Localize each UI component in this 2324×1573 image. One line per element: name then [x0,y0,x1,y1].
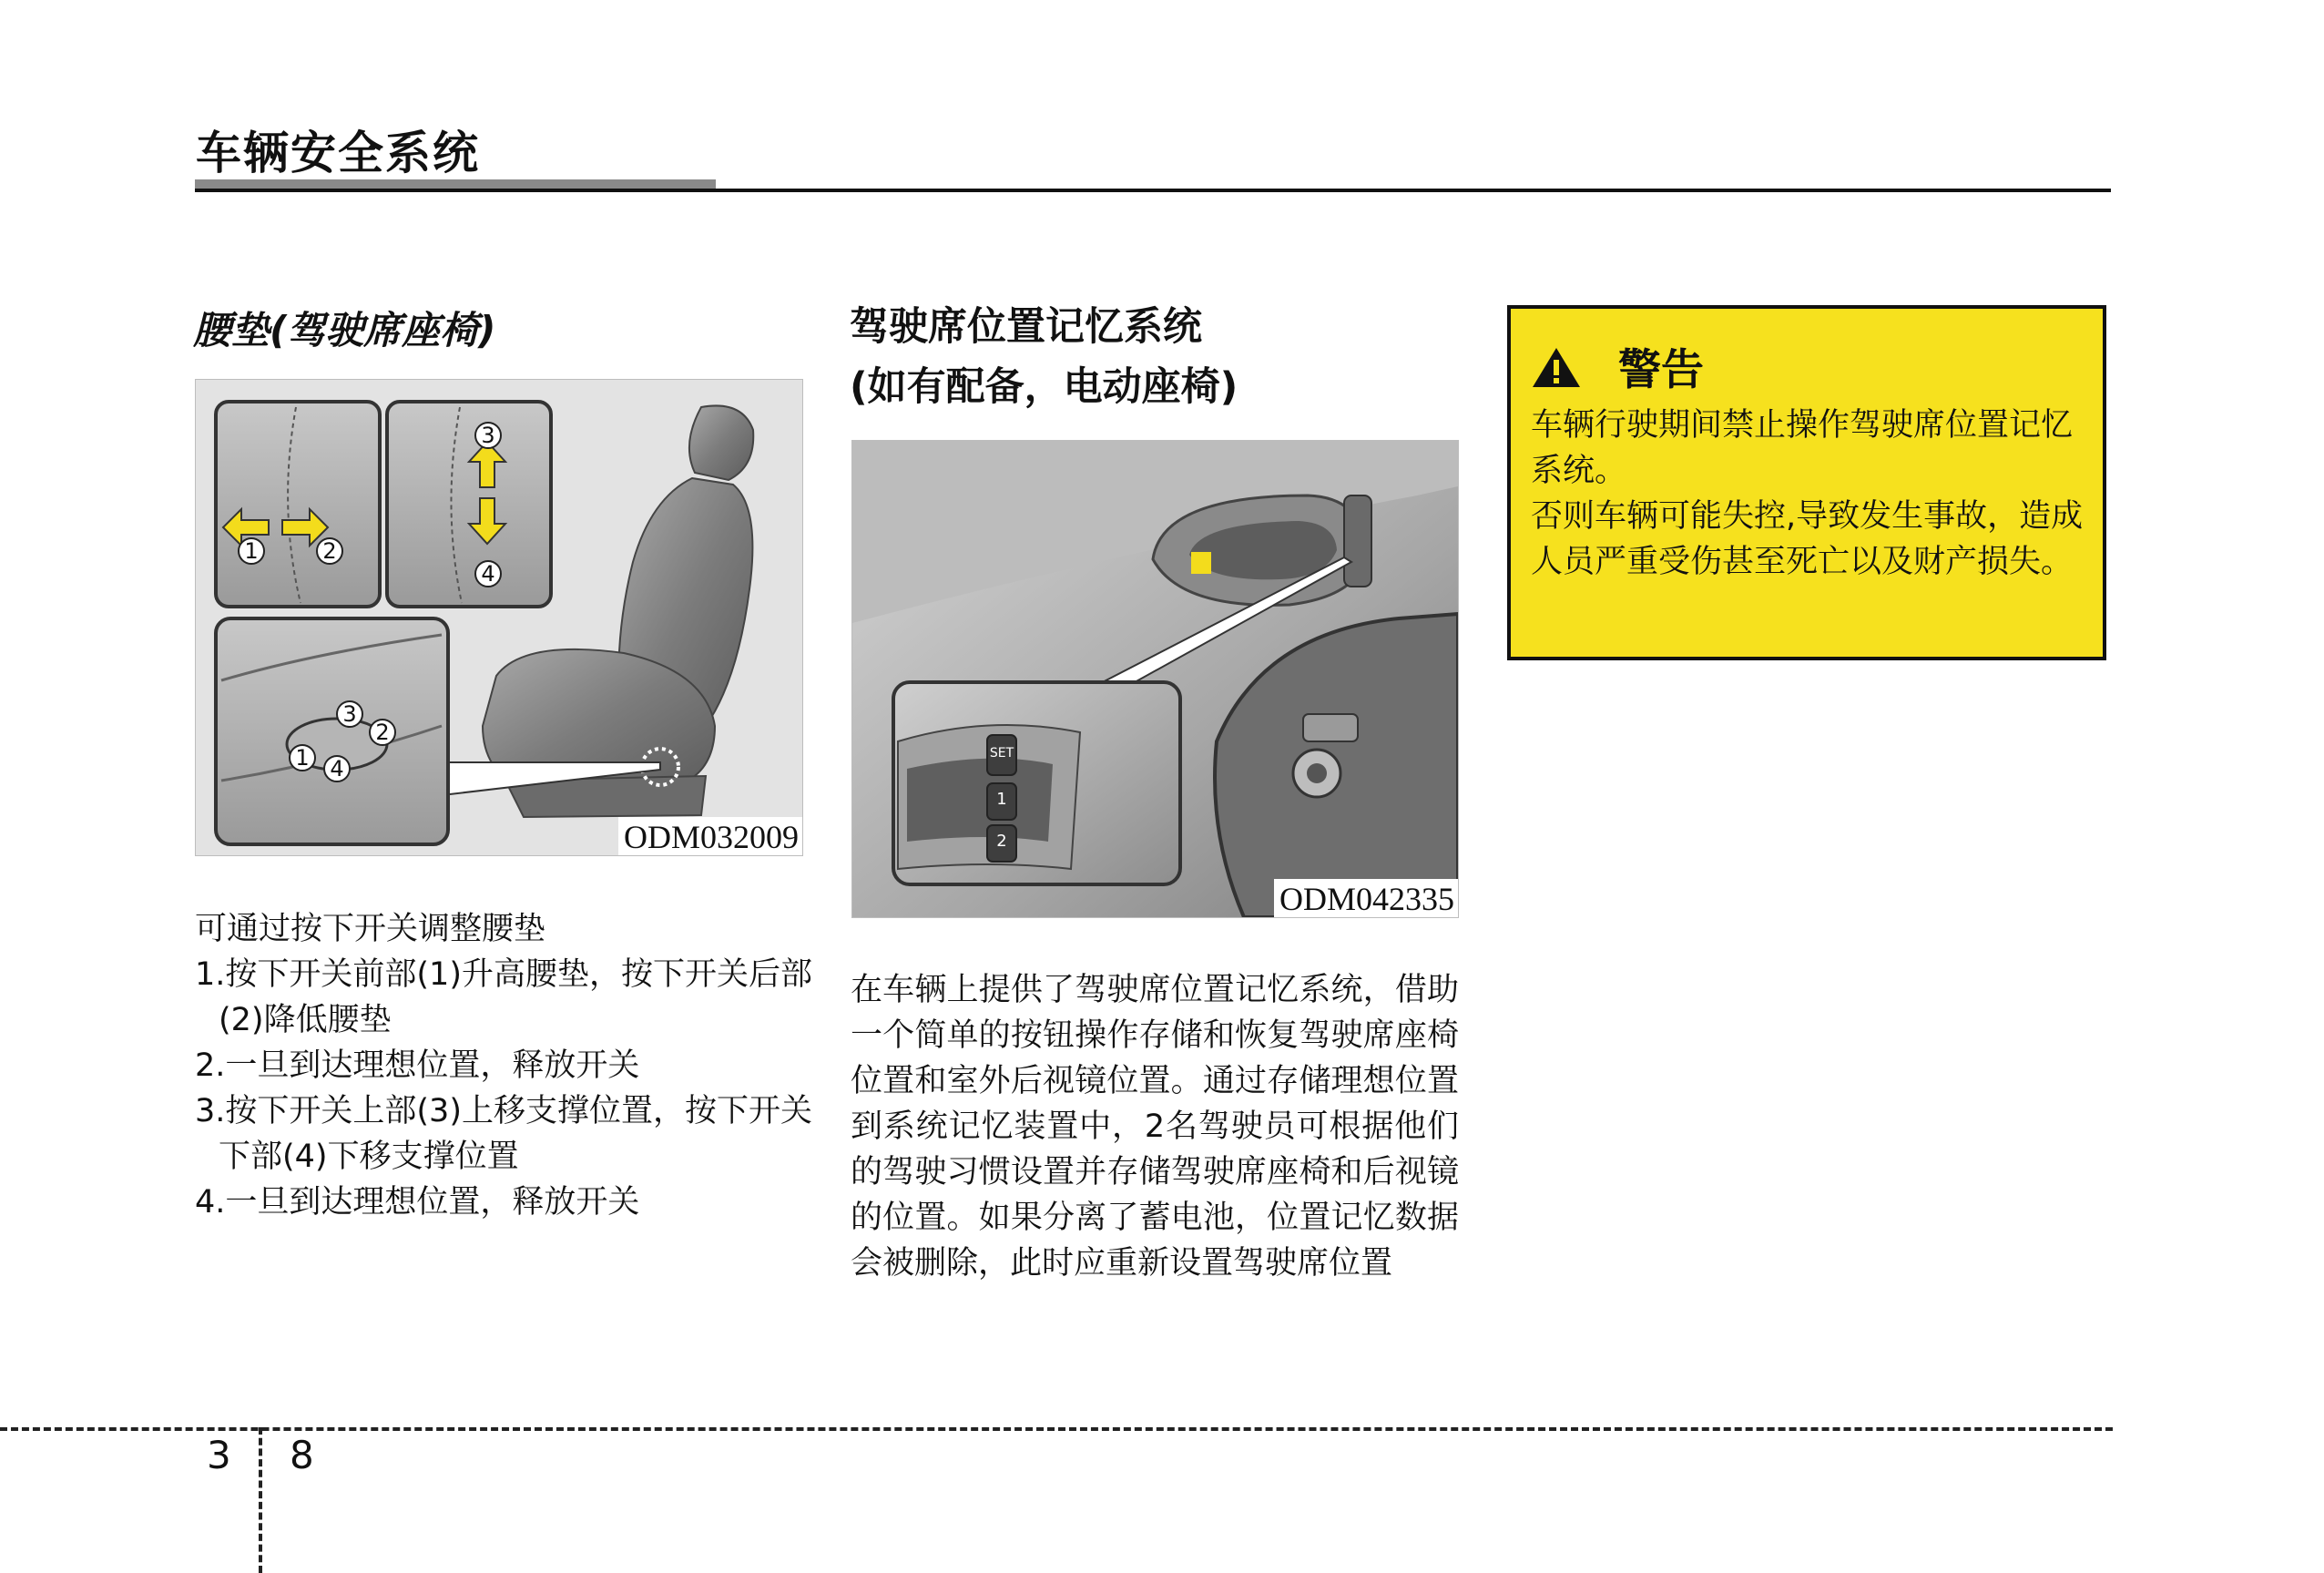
memory-system-figure [851,440,1459,918]
memory-system-description: 在车辆上提供了驾驶席位置记忆系统，借助一个简单的按钮操作存储和恢复驾驶席座椅位置和室外后视镜位置。通过存储理想位置到系统记忆装置中，2名驾驶员可根据他们的驾驶习惯设置并存储驾驶席座椅和后视镜的位置。如果分离了蓄电池，位置记忆数据会被删除，此时应重新设置驾驶席位置 [851,972,1459,1282]
memory-2-button-label: 2 [996,832,1007,851]
callout-1: 1 [238,537,265,565]
door-panel-illustration [852,441,1458,917]
callout-3: 3 [474,422,502,449]
set-button-label: SET [989,746,1014,761]
lumbar-step-1: 1.按下开关前部(1)升高腰垫，按下开关后部(2)降低腰垫 [195,956,812,1038]
footer-divider [259,1427,262,1573]
warning-box [1507,305,2106,660]
switch-callout-1: 1 [289,744,316,771]
memory-1-button-label: 1 [996,790,1007,809]
callout-4: 4 [474,560,502,587]
chapter-title: 车辆安全系统 [196,127,480,179]
warning-text [1531,403,2095,585]
switch-callout-3: 3 [336,700,363,728]
memory-section-title [850,297,1238,417]
figure-code: ODM042335 [1274,879,1458,917]
warning-line-2: 否则车辆可能失控,导致发生事故，造成人员严重受伤甚至死亡以及财产损失。 [1531,498,2084,580]
memory-title-line-1: 驾驶席位置记忆系统 [850,304,1202,350]
switch-callout-2: 2 [369,719,396,746]
figure-code: ODM032009 [618,817,802,855]
page-number: 8 [290,1433,314,1477]
callout-2: 2 [316,537,343,565]
lumbar-support-figure [195,379,803,856]
warning-line-1: 车辆行驶期间禁止操作驾驶席位置记忆系统。 [1531,407,2074,489]
chapter-number: 3 [207,1433,231,1477]
lumbar-step-2: 2.一旦到达理想位置，释放开关 [195,1047,640,1084]
warning-title: 警告 [1618,345,1704,395]
switch-callout-4: 4 [323,755,351,782]
lumbar-instructions [195,906,814,1225]
header-rule [195,189,2111,192]
lumbar-step-3: 3.按下开关上部(3)上移支撑位置，按下开关下部(4)下移支撑位置 [195,1093,812,1175]
lumbar-intro: 可通过按下开关调整腰垫 [195,911,546,947]
lumbar-illustration [196,380,802,855]
memory-title-line-2: (如有配备，电动座椅) [850,364,1238,410]
warning-triangle-icon [1531,345,1582,389]
lumbar-section-title: 腰垫(驾驶席座椅) [193,308,496,352]
lumbar-step-4: 4.一旦到达理想位置，释放开关 [195,1184,640,1221]
footer-rule [0,1427,2113,1431]
warning-header [1531,336,1704,397]
